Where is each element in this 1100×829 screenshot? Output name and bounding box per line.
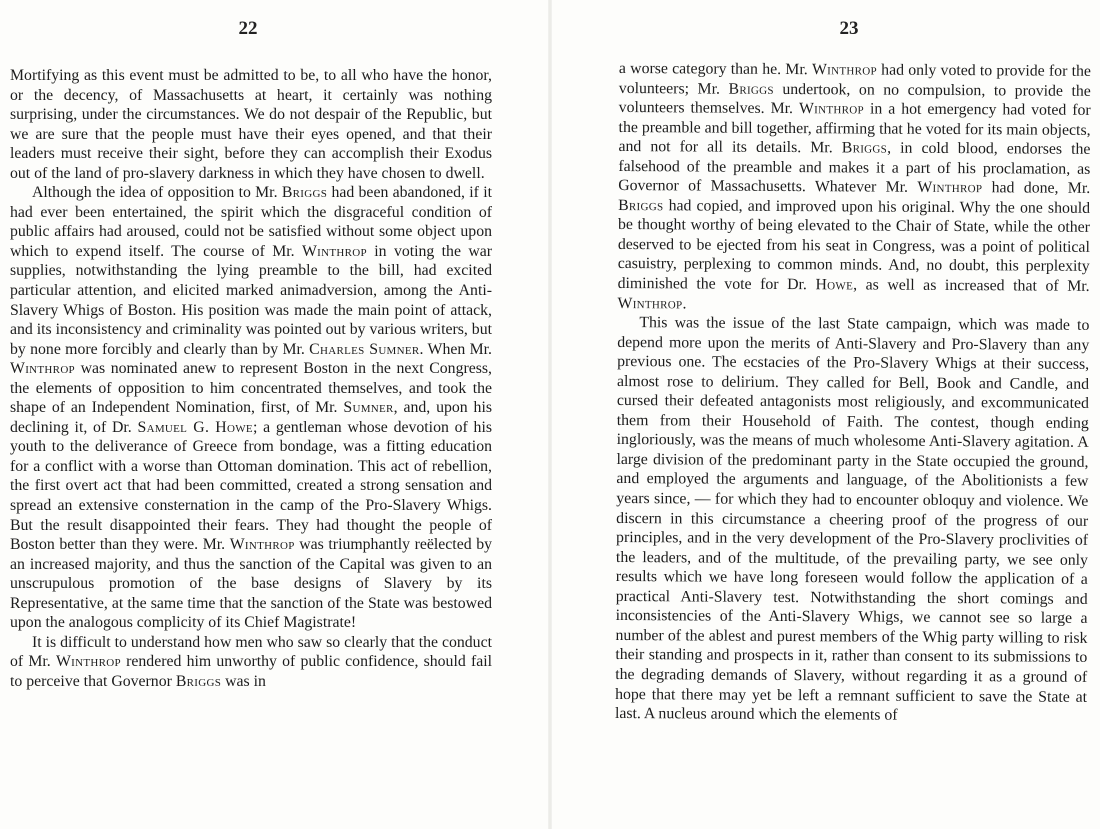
text-run: had done, Mr. xyxy=(982,179,1091,198)
text-run: ; a gentleman whose devotion of his youth to the deliverance of Greece from bondage, was a fitting education for a conflict with a worse than Ottoman domination. This act of rebellion, the first overt act that had been committed, created a strong sensation and spread an extensive consternation in the camp of the Pro-Slavery Whigs. But the result disappointed their fears. They had thought the people of Boston better than they were. Mr. xyxy=(10,418,492,554)
paragraph xyxy=(10,66,492,183)
right-page xyxy=(552,0,1100,829)
proper-name: Winthrop xyxy=(10,360,75,378)
text-run: , in cold blood, endorses the falsehood of the preamble and makes it a part of his proclamation, as Governor of Massachusetts. Whatever Mr. xyxy=(618,139,1091,197)
text-run: . xyxy=(682,294,687,312)
text-run: It is difficult to understand how men who saw so clearly that the conduct of Mr. xyxy=(10,633,492,671)
proper-name: Winthrop xyxy=(229,536,295,554)
proper-name: Briggs xyxy=(281,184,328,202)
proper-name: Winthrop xyxy=(798,100,865,118)
text-run: . When Mr. xyxy=(419,340,492,358)
proper-name: Winthrop xyxy=(811,61,878,79)
text-run: , and, upon his declining it, of Dr. xyxy=(10,399,492,436)
text-run: was nominated anew to represent Boston in the next Congress, the elements of opposition to him concentrated themselves, and took the shape of an Independent Nomination, first, of Mr. xyxy=(10,360,492,417)
proper-name: Howe xyxy=(815,276,854,294)
left-page xyxy=(0,0,548,829)
text-run: , as well as increased that of Mr. xyxy=(853,276,1090,295)
paragraph xyxy=(615,313,1089,726)
text-run: had been abandoned, if it had ever been entertained, the spirit which the disgraceful condition of public affairs had aroused, could not be satisfied without some object upon which to expend itself. The course of Mr. xyxy=(10,184,492,260)
proper-name: Winthrop xyxy=(617,294,683,312)
paragraph xyxy=(10,183,492,633)
page-number: 23 xyxy=(839,18,859,39)
proper-name: Briggs xyxy=(728,80,774,98)
paragraph xyxy=(10,633,492,692)
text-run: Mortifying as this event must be admitted to be, to all who have the honor, or the decency, of Massachusetts at heart, it certainly was nothing surprising, under the circumstances. We do not despair of the Republic, but we are sure that the people must have their eyes opened, and that their leaders must receive their sight, before they can accomplish their Exodus out of the land of pro-slavery darkness in which they have chosen to dwell. xyxy=(10,67,492,182)
page-body-text xyxy=(615,59,1091,726)
text-run: in voting the war supplies, notwithstanding the lying preamble to the bill, had excited particular attention, and elicited marked animadversion, among the Anti-Slavery Whigs of Boston. His position was made the main point of attack, and its inconsistency and criminality was pointed out by various writers, but by none more forcibly and clearly than by Mr. xyxy=(10,242,493,358)
text-run: in a hot emergency had voted for the preamble and bill together, affirming that he voted for its main objects, and not for all its details. Mr. xyxy=(618,100,1091,157)
proper-name: Briggs xyxy=(618,196,664,215)
proper-name: Winthrop xyxy=(55,653,121,671)
proper-name: Briggs xyxy=(175,672,222,690)
text-run: undertook, on no compulsion, to provide the volunteers themselves. Mr. xyxy=(618,80,1091,118)
text-run: a worse category than he. Mr. xyxy=(618,59,813,79)
text-run: Although the idea of opposition to Mr. xyxy=(32,184,282,202)
page-number: 22 xyxy=(238,18,258,39)
proper-name: Sumner xyxy=(343,399,394,417)
text-run: rendered him unworthy of public confidence, should fail to perceive that Governor xyxy=(10,653,492,690)
proper-name: Samuel G. Howe xyxy=(137,418,253,436)
page-body-text xyxy=(10,66,492,692)
proper-name: Briggs xyxy=(841,139,888,157)
paragraph xyxy=(617,59,1091,316)
text-run: This was the issue of the last State campaign, which was made to depend more upon the merits of Anti-Slavery and Pro-Slavery than any previous one. The ecstacies of the Pro-Slavery Whigs at their success, almost rose to delirium. They called for Bell, Book and Candle, and cursed their defeated antagonists most religiously, and excommunicated them from their Household of Faith. The contest, though ending ingloriously, was the means of much wholesome Anti-Slavery agitation. A large division of the predominant party in the State occupied the ground, and employed the arguments and language, of the Abolitionists a few years since, — for which they had to encounter obloquy and violence. We discern in this circumstance a cheering proof of the progress of our principles, and in the very development of the Pro-Slavery proclivities of the leaders, and of the multitude, of the prevailing party, we see only results which we have long foreseen would follow the application of a practical Anti-Slavery test. Notwithstanding the short comings and inconsistencies of the Anti-Slavery Whigs, we cannot see so large a number of the ablest and purest members of the Whig party willing to risk their standing and prospects in it, rather than consent to its submissions to the degrading demands of Slavery, without regarding it as a ground of hope that there may yet be left a remnant sufficient to save the State at last. A nucleus around which the elements of xyxy=(614,314,1090,724)
proper-name: Winthrop xyxy=(917,179,983,197)
proper-name: Charles Sumner xyxy=(309,340,420,358)
text-run: was triumphantly reëlected by an increased majority, and thus the sanction of the Capital was given to an unscrupulous promotion of the base designs of Slavery by its Representative, at the same time that the sanction of the State was bestowed upon the analogous complicity of its Chief Magistrate! xyxy=(10,536,492,632)
proper-name: Winthrop xyxy=(301,242,367,260)
text-run: had only voted to provide for the volunteers; Mr. xyxy=(618,61,1091,98)
text-run: was in xyxy=(221,672,266,690)
text-run: had copied, and improved upon his original. Why the one should be thought worthy of being elevated to the Chair of State, while the other deserved to be ejected from his seat in Congress, was a point of political casuistry, perplexing to common minds. And, no doubt, this perplexity diminished the vote for Dr. xyxy=(617,197,1091,294)
